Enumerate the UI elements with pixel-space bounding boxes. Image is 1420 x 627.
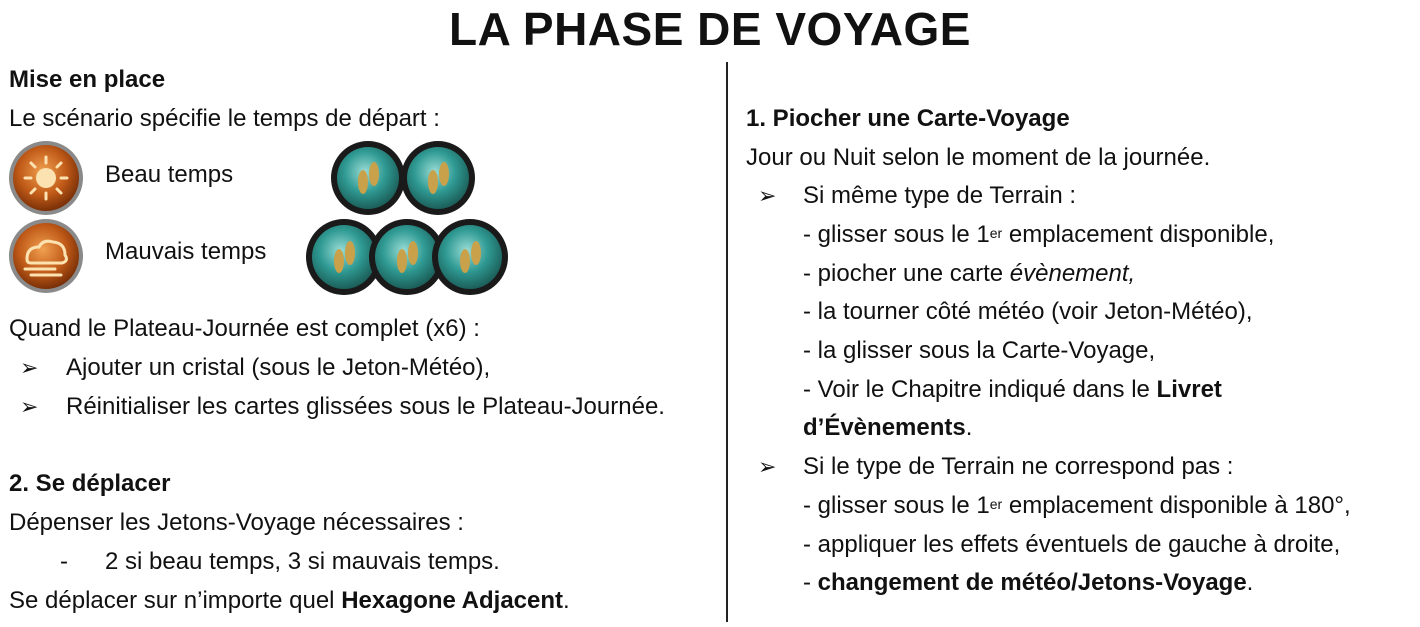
travel-tokens-good-weather <box>330 138 480 218</box>
setup-intro: Le scénario spécifie le temps de départ : <box>9 105 440 132</box>
arrow-bullet-icon: ➢ <box>20 355 39 380</box>
arrow-bullet-icon: ➢ <box>758 454 777 479</box>
good-weather-label: Beau temps <box>105 161 234 188</box>
diff-apply-item: - appliquer les effets éventuels de gauche à droite, <box>803 531 1341 558</box>
same-slide-under-item: - la glisser sous la Carte-Voyage, <box>803 337 1156 364</box>
same-see-chapter-item-cont: d’Évènements. <box>803 414 973 441</box>
same-turn-item: - la tourner côté météo (voir Jeton-Météo), <box>803 298 1253 325</box>
move-heading: 2. Se déplacer <box>9 470 171 497</box>
setup-heading: Mise en place <box>9 66 166 93</box>
storm-weather-icon <box>7 217 85 295</box>
footprint-token-icon <box>401 141 475 215</box>
draw-heading: 1. Piocher une Carte-Voyage <box>746 105 1070 132</box>
dash-bullet: - <box>60 548 68 575</box>
diff-change-item: - changement de météo/Jetons-Voyage. <box>803 569 1254 596</box>
same-see-chapter-item: - Voir le Chapitre indiqué dans le Livret <box>803 376 1222 403</box>
move-cost-item: 2 si beau temps, 3 si mauvais temps. <box>105 548 500 575</box>
travel-tokens-bad-weather <box>304 216 510 298</box>
draw-intro: Jour ou Nuit selon le moment de la journée. <box>746 144 1211 171</box>
bullet-reset-cards: Réinitialiser les cartes glissées sous le Plateau-Journée. <box>66 393 665 420</box>
sun-weather-icon <box>7 139 85 217</box>
same-draw-item: - piocher une carte évènement, <box>803 260 1136 287</box>
move-final-text: Se déplacer sur n’importe quel Hexagone Adjacent. <box>9 587 570 614</box>
hexagone-adjacent-term: Hexagone Adjacent <box>341 587 564 614</box>
move-intro: Dépenser les Jetons-Voyage nécessaires : <box>9 509 464 536</box>
arrow-bullet-icon: ➢ <box>758 183 777 208</box>
arrow-bullet-icon: ➢ <box>20 394 39 419</box>
column-divider <box>726 62 728 622</box>
diff-slide-item: - glisser sous le 1er emplacement disponible à 180°, <box>803 492 1351 519</box>
page-title: LA PHASE DE VOYAGE <box>449 3 971 55</box>
board-complete-text: Quand le Plateau-Journée est complet (x6) : <box>9 315 480 342</box>
bullet-add-crystal: Ajouter un cristal (sous le Jeton-Météo), <box>66 354 491 381</box>
same-slide-item: - glisser sous le 1er emplacement disponible, <box>803 221 1275 248</box>
footprint-token-icon <box>432 219 508 295</box>
footprint-token-icon <box>331 141 405 215</box>
same-terrain-bullet: Si même type de Terrain : <box>803 182 1077 209</box>
bad-weather-label: Mauvais temps <box>105 238 267 265</box>
diff-terrain-bullet: Si le type de Terrain ne correspond pas : <box>803 453 1234 480</box>
